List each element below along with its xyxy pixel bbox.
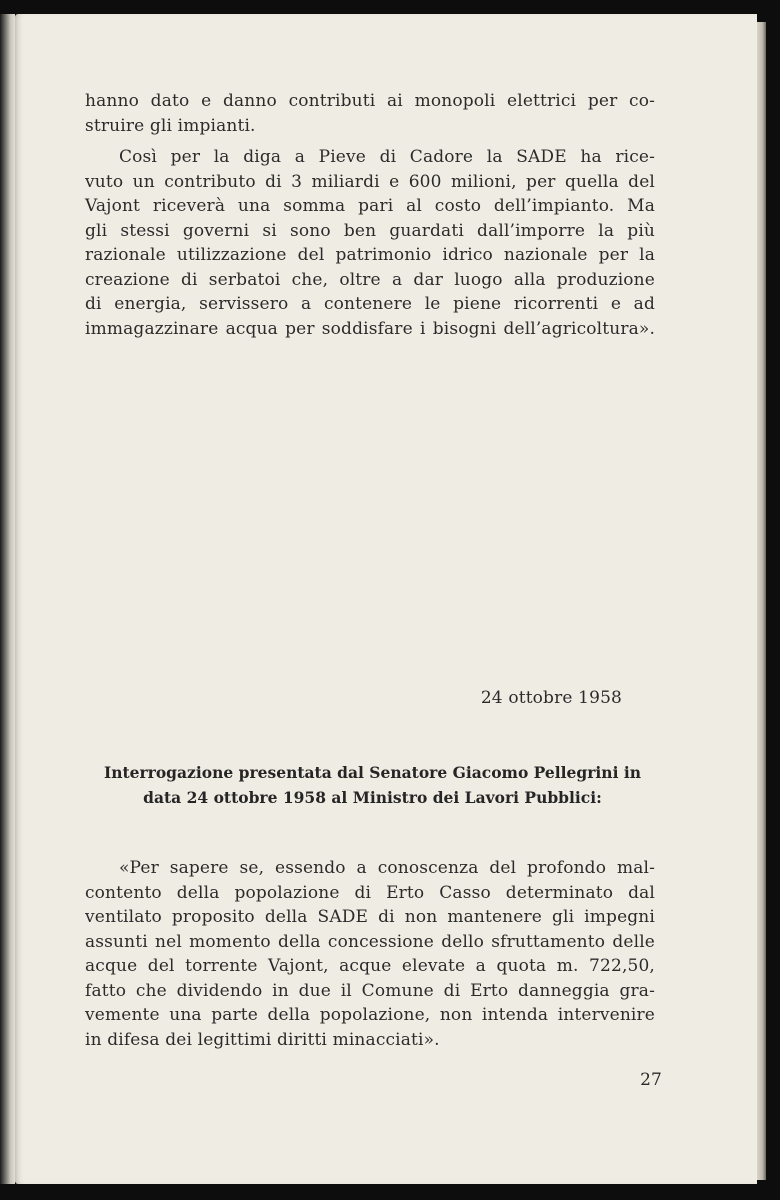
- heading-line: data 24 ottobre 1958 al Ministro dei Lavori Pubblici:: [143, 788, 602, 807]
- text-line: di energia, servissero a contenere le piene ricorrenti e ad: [85, 294, 655, 314]
- paragraph-interrogation-text: [85, 856, 655, 1052]
- page-number: 27: [640, 1070, 662, 1090]
- text-line: assunti nel momento della concessione dello sfruttamento delle: [85, 931, 655, 952]
- text-line: creazione di serbatoi che, oltre a dar luogo alla produzione: [85, 269, 655, 290]
- paragraph-sade-contributions: [85, 145, 655, 341]
- text-line: razionale utilizzazione del patrimonio idrico nazionale per la: [85, 245, 655, 265]
- text-line: gli stessi governi si sono ben guardati dall’imporre la più: [85, 220, 655, 241]
- interrogation-heading: [85, 760, 660, 810]
- text-line: vuto un contributo di 3 miliardi e 600 milioni, per quella del: [85, 171, 655, 192]
- text-line: vemente una parte della popolazione, non intenda intervenire: [85, 1005, 655, 1025]
- heading-line: Interrogazione presentata dal Senatore Giacomo Pellegrini in: [103, 763, 642, 782]
- text-line: hanno dato e danno contributi ai monopoli elettrici per co-: [85, 91, 655, 111]
- text-line: Così per la diga a Pieve di Cadore la SADE ha rice-: [119, 147, 655, 167]
- text-line: ventilato proposito della SADE di non mantenere gli impegni: [85, 907, 655, 927]
- text-line: immagazzinare acqua per soddisfare i bisogni dell’agricoltura».: [85, 318, 655, 339]
- page-edge: [757, 22, 766, 1180]
- paragraph-continuation: [85, 89, 655, 138]
- date-line: 24 ottobre 1958: [480, 688, 622, 708]
- text-line: contento della popolazione di Erto Casso determinato dal: [85, 882, 655, 903]
- text-line: struire gli impianti.: [85, 115, 256, 136]
- text-line: Vajont riceverà una somma pari al costo dell’impianto. Ma: [85, 196, 655, 216]
- text-line: «Per sapere se, essendo a conoscenza del profondo mal-: [119, 858, 655, 878]
- text-line: fatto che dividendo in due il Comune di Erto danneggia gra-: [85, 980, 655, 1001]
- text-line: acque del torrente Vajont, acque elevate a quota m. 722,50,: [85, 956, 655, 976]
- text-line: in difesa dei legittimi diritti minacciati».: [85, 1029, 440, 1050]
- book-gutter: [0, 14, 15, 1184]
